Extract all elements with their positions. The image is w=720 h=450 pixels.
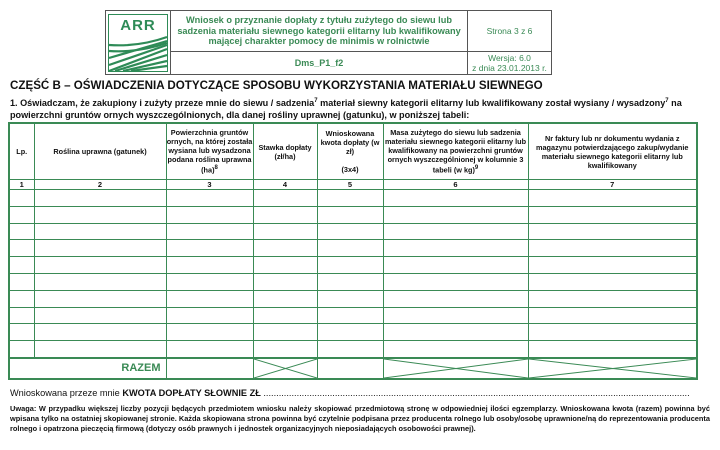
table-cell-input[interactable]	[317, 341, 383, 358]
total-label: RAZEM	[9, 358, 166, 379]
total-amount-input[interactable]	[317, 358, 383, 379]
table-cell-input[interactable]	[317, 324, 383, 341]
column-number: 1	[9, 180, 34, 190]
table-cell-input[interactable]	[9, 206, 34, 223]
table-cell-input[interactable]	[317, 257, 383, 274]
column-number: 5	[317, 180, 383, 190]
column-header: Stawka dopłaty (zł/ha)	[253, 123, 317, 180]
table-cell-input[interactable]	[34, 341, 166, 358]
table-cell-input[interactable]	[317, 223, 383, 240]
table-number-row	[9, 180, 697, 190]
table-row	[9, 223, 697, 240]
version-date: z dnia 23.01.2013 r.	[472, 63, 547, 73]
table-cell-input[interactable]	[253, 273, 317, 290]
table-cell-input[interactable]	[9, 290, 34, 307]
table-cell-input[interactable]	[166, 324, 253, 341]
table-cell-input[interactable]	[9, 223, 34, 240]
table-cell-input[interactable]	[317, 290, 383, 307]
column-header: Masa zużytego do siewu lub sadzenia materiału siewnego kategorii elitarny lub kwalifikowany na powierzchni gruntów ornych wyszczególnionej w kolumnie 3 tabeli (w kg)$^9$	[383, 123, 528, 180]
version: Wersja: 6.0	[488, 53, 531, 63]
table-cell-input[interactable]	[383, 223, 528, 240]
note-text: Uwaga: W przypadku większej liczby pozycji będących przedmiotem wniosku należy skopiować przedmiotową stronę w odpowiedniej ilości egzemplarzy. Wnioskowana kwota (razem) powinna być wpisana tylko na ostatniej skopiowanej stronie. Każda skopiowana strona powinna być czytelnie podpisana przez producenta rolnego lub osoby/osobę uprawnione/ną do reprezentowania producenta rolnego i opatrzona pieczęcią firmową (dotyczy osób prawnych i jednostek organizacyjnych nieposiadających osobowości prawnej).	[10, 404, 710, 433]
table-cell-input[interactable]	[528, 223, 697, 240]
declaration-table	[8, 122, 698, 380]
table-row	[9, 324, 697, 341]
table-row	[9, 341, 697, 358]
table-cell-input[interactable]	[9, 190, 34, 207]
table-cell-input[interactable]	[34, 290, 166, 307]
table-cell-input[interactable]	[253, 206, 317, 223]
column-header: Wnioskowana kwota dopłaty (w zł) (3x4)	[317, 123, 383, 180]
column-header: Lp.	[9, 123, 34, 180]
table-cell-input[interactable]	[34, 223, 166, 240]
table-cell-input[interactable]	[528, 290, 697, 307]
version-info	[468, 52, 552, 75]
table-cell-input[interactable]	[253, 290, 317, 307]
table-cell-input[interactable]	[253, 223, 317, 240]
column-header: Powierzchnia gruntów ornych, na której została wysiana lub wysadzona podana roślina uprawna (ha)$^8$	[166, 123, 253, 180]
table-cell-input[interactable]	[9, 307, 34, 324]
form-code: Dms_P1_f2	[171, 52, 468, 75]
table-cell-input[interactable]	[253, 257, 317, 274]
table-cell-input[interactable]	[528, 307, 697, 324]
table-cell-input[interactable]	[34, 307, 166, 324]
table-row	[9, 273, 697, 290]
column-number: 6	[383, 180, 528, 190]
table-header-row	[9, 123, 697, 180]
table-cell-input[interactable]	[317, 307, 383, 324]
page-number: Strona 3 z 6	[468, 11, 552, 52]
table-cell-input[interactable]	[34, 190, 166, 207]
table-cell-input[interactable]	[528, 341, 697, 358]
column-number: 2	[34, 180, 166, 190]
crossed-out-cell	[253, 358, 317, 379]
table-cell-input[interactable]	[9, 341, 34, 358]
table-row	[9, 307, 697, 324]
table-cell-input[interactable]	[166, 341, 253, 358]
declaration-text: 1. Oświadczam, że zakupiony i zużyty przeze mnie do siewu / sadzenia$^7$ materiał siewny kategorii elitarny lub kwalifikowany został wysiany / wysadzony$^7$ na powierzchni gruntów ornych wyszczególnionych, dla danej rośliny uprawnej (gatunku), w poniższej tabeli:	[10, 98, 682, 120]
table-cell-input[interactable]	[9, 324, 34, 341]
table-cell-input[interactable]	[383, 273, 528, 290]
table-cell-input[interactable]	[9, 257, 34, 274]
logo-text: ARR	[120, 16, 156, 34]
table-cell-input[interactable]	[34, 206, 166, 223]
table-cell-input[interactable]	[166, 273, 253, 290]
table-cell-input[interactable]	[253, 307, 317, 324]
table-cell-input[interactable]	[166, 206, 253, 223]
table-cell-input[interactable]	[166, 240, 253, 257]
column-number: 7	[528, 180, 697, 190]
form-header	[105, 10, 552, 75]
table-cell-input[interactable]	[253, 341, 317, 358]
table-cell-input[interactable]	[383, 290, 528, 307]
table-row	[9, 290, 697, 307]
table-cell-input[interactable]	[166, 257, 253, 274]
table-cell-input[interactable]	[9, 273, 34, 290]
table-row	[9, 190, 697, 207]
section-title: CZĘŚĆ B – OŚWIADCZENIA DOTYCZĄCE SPOSOBU WYKORZYSTANIA MATERIAŁU SIEWNEGO	[10, 79, 543, 92]
table-cell-input[interactable]	[383, 206, 528, 223]
logo-cell	[106, 11, 171, 75]
table-cell-input[interactable]	[383, 307, 528, 324]
field-stripes-icon	[109, 15, 167, 71]
form-title: Wniosek o przyznanie dopłaty z tytułu zużytego do siewu lub sadzenia materiału siewnego kategorii elitarny lub kwalifikowany mającej charakter pomocy de minimis w rolnictwie	[171, 11, 468, 52]
crossed-out-cell	[528, 358, 697, 379]
arr-logo	[108, 14, 168, 72]
table-cell-input[interactable]	[34, 273, 166, 290]
table-cell-input[interactable]	[317, 240, 383, 257]
table-cell-input[interactable]	[9, 240, 34, 257]
table-cell-input[interactable]	[528, 240, 697, 257]
column-number: 4	[253, 180, 317, 190]
table-cell-input[interactable]	[528, 273, 697, 290]
crossed-out-cell	[383, 358, 528, 379]
table-cell-input[interactable]	[34, 257, 166, 274]
table-cell-input[interactable]	[166, 307, 253, 324]
amount-in-words: Wnioskowana przeze mnie KWOTA DOPŁATY SŁOWNIE ZŁ .......................................................................................................................................................................	[10, 388, 690, 398]
total-area-input[interactable]	[166, 358, 253, 379]
table-cell-input[interactable]	[528, 190, 697, 207]
column-number: 3	[166, 180, 253, 190]
table-cell-input[interactable]	[253, 240, 317, 257]
table-cell-input[interactable]	[383, 190, 528, 207]
table-cell-input[interactable]	[383, 240, 528, 257]
column-header: Nr faktury lub nr dokumentu wydania z magazynu potwierdzającego zakup/wydanie materiału siewnego kategorii elitarny lub kwalifikowany	[528, 123, 697, 180]
table-cell-input[interactable]	[317, 206, 383, 223]
table-cell-input[interactable]	[253, 190, 317, 207]
table-row	[9, 240, 697, 257]
table-cell-input[interactable]	[383, 341, 528, 358]
table-cell-input[interactable]	[34, 324, 166, 341]
amount-in-words-field[interactable]: .......................................................................................................................................................................	[260, 388, 690, 398]
table-cell-input[interactable]	[528, 206, 697, 223]
table-cell-input[interactable]	[383, 324, 528, 341]
table-cell-input[interactable]	[383, 257, 528, 274]
table-row	[9, 206, 697, 223]
table-cell-input[interactable]	[166, 223, 253, 240]
table-cell-input[interactable]	[528, 324, 697, 341]
table-cell-input[interactable]	[528, 257, 697, 274]
table-cell-input[interactable]	[34, 240, 166, 257]
table-cell-input[interactable]	[166, 190, 253, 207]
table-cell-input[interactable]	[253, 324, 317, 341]
column-header: Roślina uprawna (gatunek)	[34, 123, 166, 180]
table-cell-input[interactable]	[317, 190, 383, 207]
table-row	[9, 257, 697, 274]
table-cell-input[interactable]	[317, 273, 383, 290]
table-cell-input[interactable]	[166, 290, 253, 307]
total-row	[9, 358, 697, 379]
